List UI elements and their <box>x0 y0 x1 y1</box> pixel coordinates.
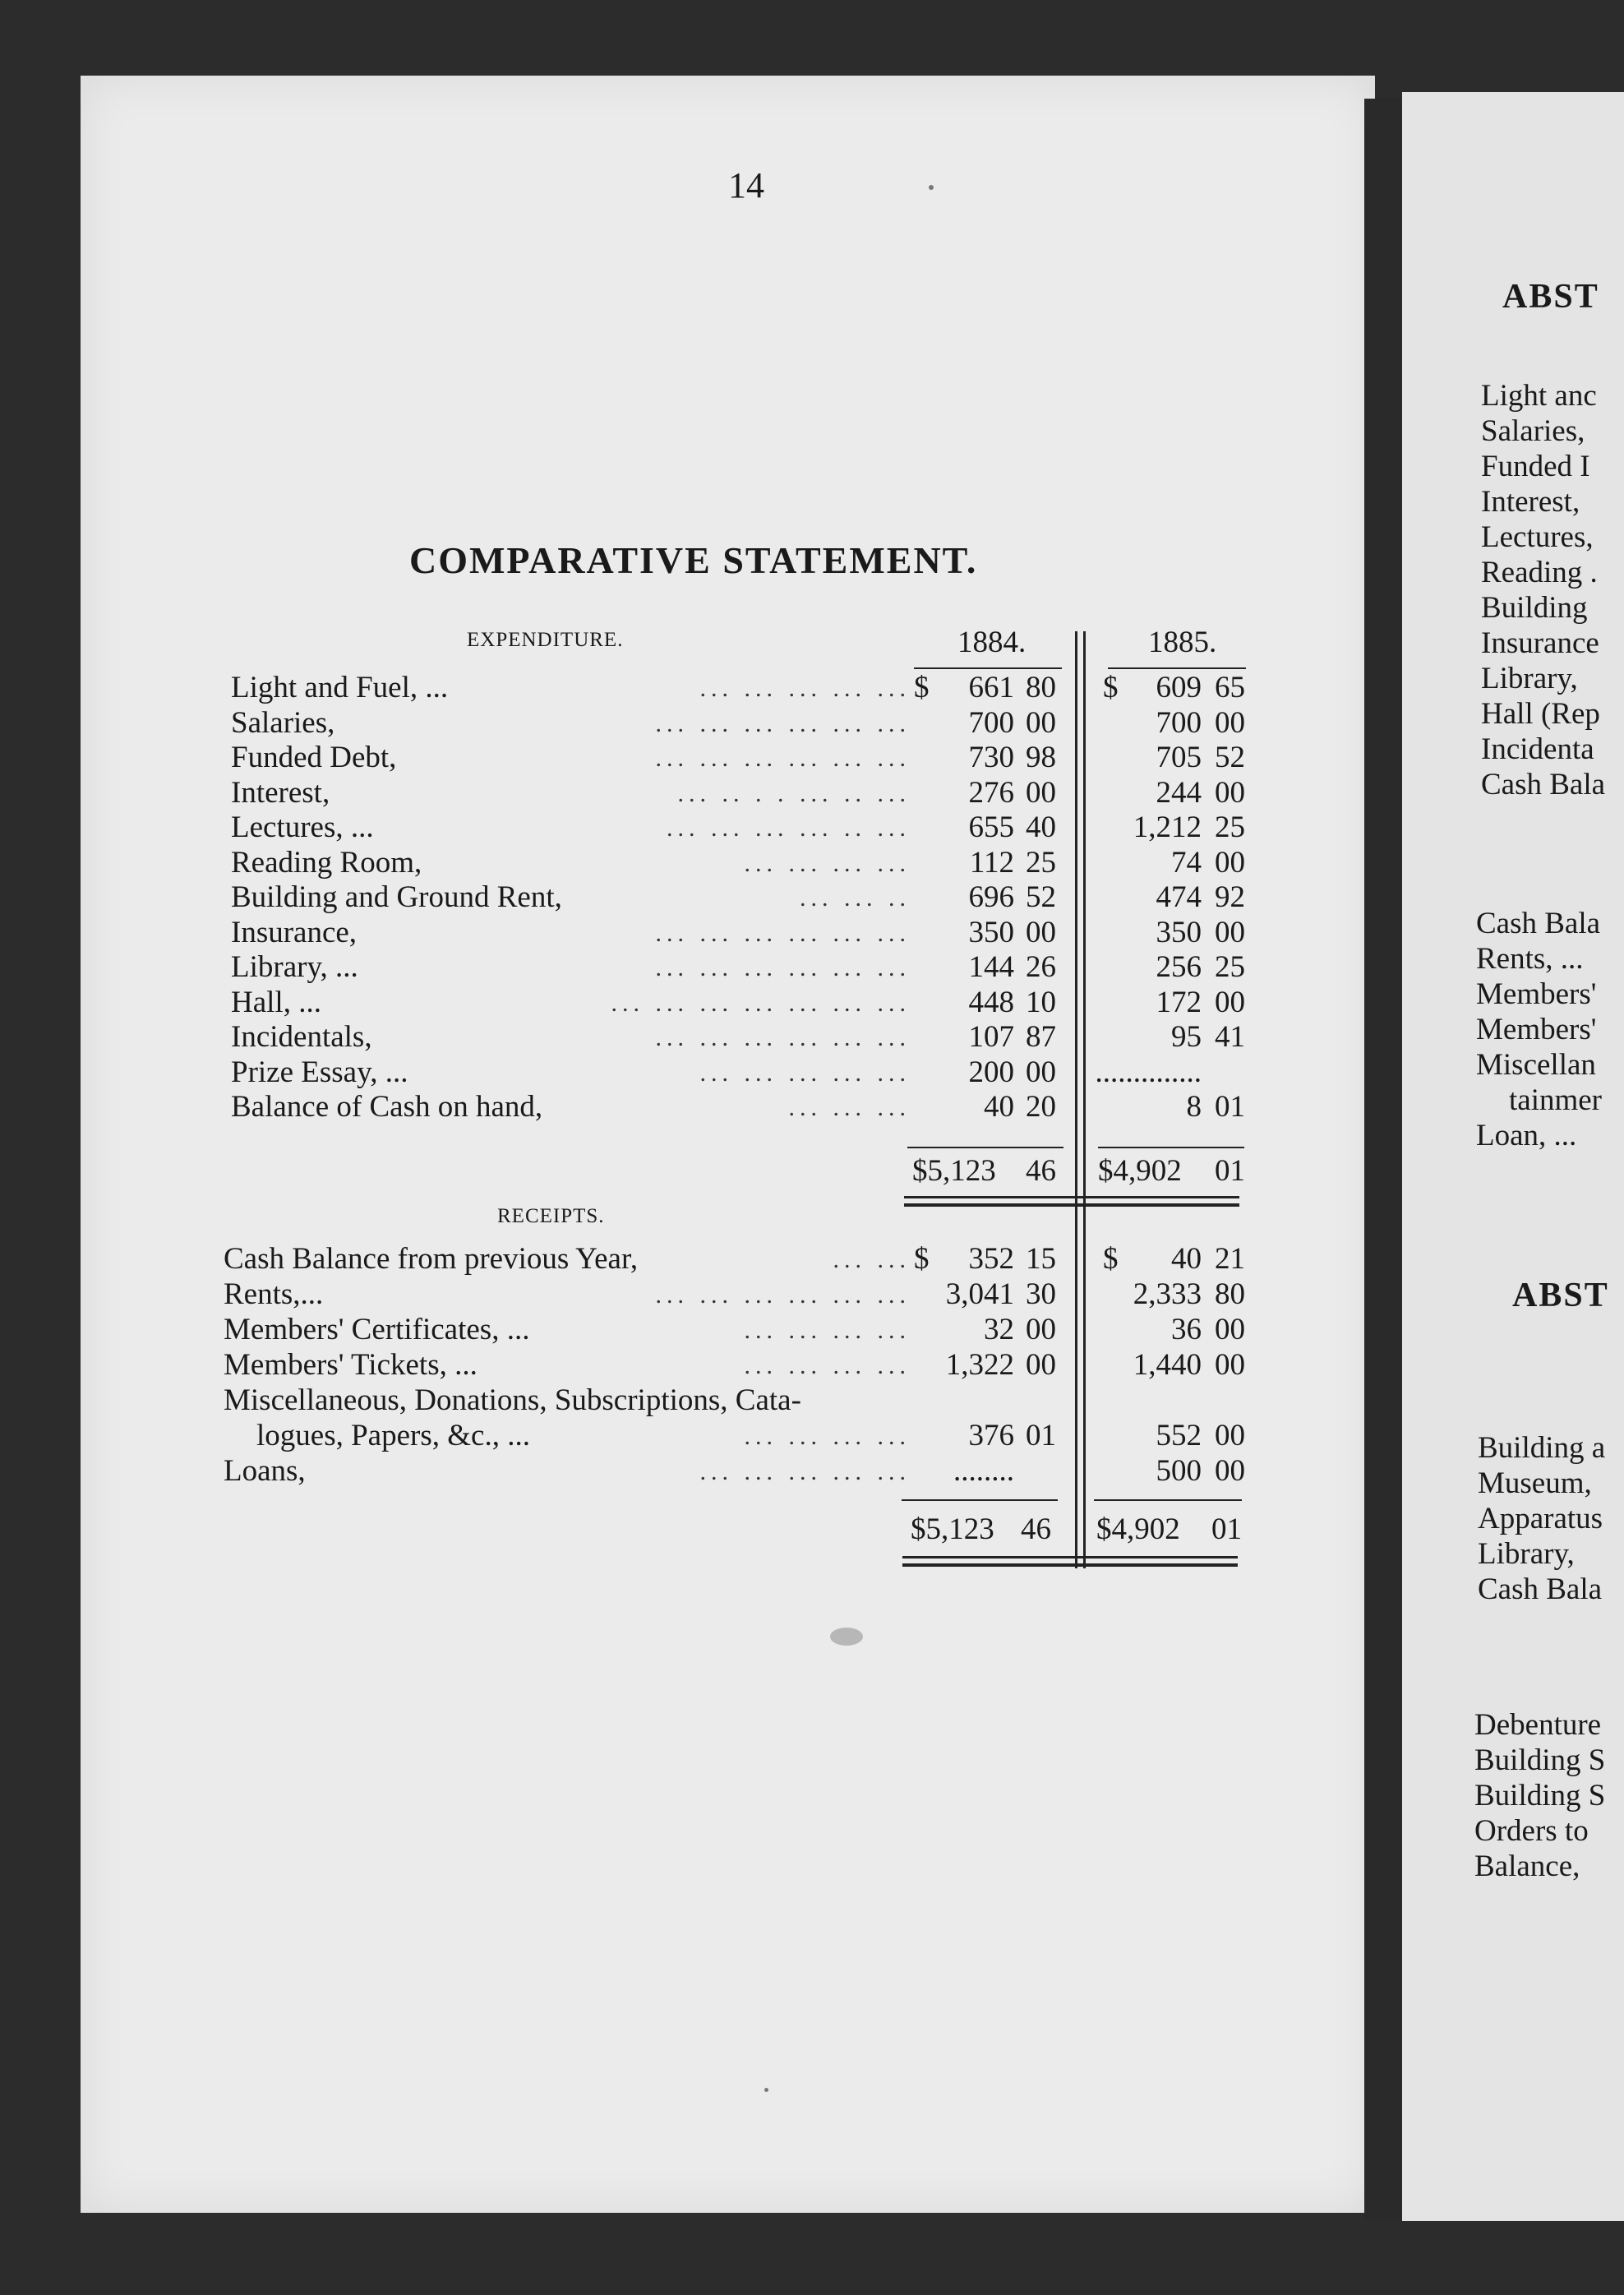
cents-1884: 30 <box>1026 1277 1056 1311</box>
cents-1884: 10 <box>1026 985 1056 1019</box>
cents-1884: 00 <box>1026 1348 1056 1382</box>
right-page <box>1402 92 1624 2221</box>
amount-1885: 95 <box>1171 1020 1202 1054</box>
receipts-total-1885-cents: 01 <box>1211 1512 1242 1546</box>
cents-1884: 00 <box>1026 1313 1056 1346</box>
amount-1885: 40 <box>1171 1242 1202 1276</box>
amount-1884: 3,041 <box>945 1277 1014 1311</box>
cents-1885: 00 <box>1215 1348 1245 1382</box>
amount-1885: 705 <box>1156 741 1202 774</box>
facing-page-line: tainmer <box>1509 1083 1603 1117</box>
facing-page-line: Members' <box>1476 977 1597 1011</box>
header-underline-1885 <box>1108 667 1246 669</box>
row-leader-dots: ... ... ... ... ... ... <box>655 954 911 981</box>
cents-1885: 00 <box>1215 1419 1245 1452</box>
cents-1884: 98 <box>1026 741 1056 774</box>
header-underline-1884 <box>914 667 1062 669</box>
amount-1884: ........ <box>953 1454 1014 1488</box>
amount-1885: 474 <box>1156 880 1202 914</box>
cents-1885: 25 <box>1215 950 1245 984</box>
cents-1885: 92 <box>1215 880 1245 914</box>
expenditure-double-rule-top <box>904 1196 1239 1198</box>
amount-1884: 112 <box>969 845 1014 880</box>
amount-1885: 552 <box>1156 1419 1202 1452</box>
cents-1884: 52 <box>1026 880 1056 914</box>
facing-page-line: Rents, ... <box>1476 942 1584 976</box>
cents-1884: 00 <box>1026 705 1056 740</box>
row-label: Light and Fuel, ... <box>231 671 449 704</box>
cents-1885: 00 <box>1215 845 1245 880</box>
amount-1884: 1,322 <box>945 1348 1014 1382</box>
amount-1885: 2,333 <box>1133 1277 1202 1311</box>
facing-page-line: Reading . <box>1481 556 1598 589</box>
amount-1884: 700 <box>968 705 1014 740</box>
facing-page-line: Building S <box>1474 1743 1606 1777</box>
facing-page-line: Apparatus <box>1478 1502 1603 1535</box>
amount-1884: 661 <box>968 671 1014 704</box>
receipts-total-1884-cents: 46 <box>1021 1512 1051 1546</box>
row-leader-dots: ... ... ... ... ... <box>699 1458 911 1485</box>
cents-1885: 00 <box>1215 775 1245 810</box>
cents-1885: 21 <box>1215 1242 1245 1276</box>
cents-1884: 40 <box>1026 810 1056 844</box>
facing-page-line: Interest, <box>1481 485 1580 519</box>
row-leader-dots: ... ... ... ... ... ... <box>655 1281 911 1309</box>
row-label: Insurance, <box>231 915 358 949</box>
row-leader-dots: ... ... ... ... ... ... <box>655 1024 911 1051</box>
column-divider-right <box>1083 631 1086 1568</box>
row-label: Interest, <box>231 775 330 810</box>
expenditure-total-1884: $5,123 <box>912 1154 996 1188</box>
left-page <box>81 76 1375 2213</box>
amount-1885: 8 <box>1186 1090 1202 1124</box>
year-1885-header: 1885. <box>1148 626 1217 659</box>
amount-1885: 609 <box>1156 671 1202 704</box>
paper-blemish <box>830 1628 863 1646</box>
amount-1885: 1,212 <box>1133 810 1202 844</box>
cents-1884: 15 <box>1026 1242 1056 1276</box>
row-label: Miscellaneous, Donations, Subscriptions, Cata- <box>224 1383 801 1417</box>
row-label: Funded Debt, <box>231 741 397 774</box>
page-number: 14 <box>728 165 764 205</box>
row-leader-dots: ... ... ... ... <box>744 1352 911 1379</box>
expenditure-subtotal-rule-1884 <box>907 1147 1063 1148</box>
cents-1884: 01 <box>1026 1419 1056 1452</box>
facing-page-line: Light anc <box>1481 379 1597 413</box>
dollar-sign-1885: $ <box>1103 671 1119 704</box>
row-leader-dots: ... ... ... ... ... ... <box>655 709 911 737</box>
facing-page-line: Members' <box>1476 1013 1597 1046</box>
row-label: Building and Ground Rent, <box>231 880 562 914</box>
row-leader-dots: ... ... ... ... <box>744 1317 911 1344</box>
row-label: Cash Balance from previous Year, <box>224 1242 639 1276</box>
cents-1884: 80 <box>1026 671 1056 704</box>
amount-1885: 350 <box>1156 915 1202 949</box>
row-label: Members' Tickets, ... <box>224 1348 478 1382</box>
facing-page-line: Cash Bala <box>1476 907 1601 940</box>
receipts-total-1885: $4,902 <box>1096 1512 1180 1546</box>
facing-page-line: Miscellan <box>1476 1048 1596 1082</box>
amount-1885: 244 <box>1156 775 1202 810</box>
row-label: Loans, <box>224 1454 306 1488</box>
cents-1885: 80 <box>1215 1277 1245 1311</box>
dollar-sign-1885: $ <box>1103 1242 1119 1276</box>
row-leader-dots: ... ... ... ... ... ... ... <box>611 989 911 1017</box>
expenditure-subtotal-rule-1885 <box>1098 1147 1244 1148</box>
amount-1884: 730 <box>968 741 1014 774</box>
cents-1884: 20 <box>1026 1090 1056 1124</box>
facing-page-line: Balance, <box>1474 1849 1580 1883</box>
cents-1885: 00 <box>1215 1313 1245 1346</box>
amount-1885: .............. <box>1095 1055 1202 1089</box>
row-label: Hall, ... <box>231 985 321 1019</box>
row-label: Incidentals, <box>231 1020 372 1054</box>
amount-1885: 74 <box>1171 845 1202 880</box>
facing-page-line: Building a <box>1478 1431 1606 1465</box>
year-1884-header: 1884. <box>957 626 1027 659</box>
cents-1885: 52 <box>1215 741 1245 774</box>
amount-1884: 376 <box>968 1419 1014 1452</box>
cents-1884: 00 <box>1026 1055 1056 1089</box>
amount-1884: 200 <box>968 1055 1014 1089</box>
facing-page-line: Orders to <box>1474 1814 1589 1848</box>
row-label: Library, ... <box>231 950 358 984</box>
receipts-subtotal-rule-1884 <box>902 1499 1058 1501</box>
amount-1885: 500 <box>1156 1454 1202 1488</box>
cents-1885: 00 <box>1215 915 1245 949</box>
cents-1885: 00 <box>1215 1454 1245 1488</box>
amount-1885: 172 <box>1156 985 1202 1019</box>
row-leader-dots: ... ... ... <box>788 1094 911 1121</box>
page-title: COMPARATIVE STATEMENT. <box>409 539 978 581</box>
amount-1884: 350 <box>968 915 1014 949</box>
row-label: Balance of Cash on hand, <box>231 1090 543 1124</box>
facing-page-line: Lectures, <box>1481 520 1594 554</box>
cents-1885: 41 <box>1215 1020 1245 1054</box>
facing-page-line: Debenture <box>1474 1708 1602 1742</box>
row-label: Reading Room, <box>231 845 422 880</box>
expenditure-total-1885-cents: 01 <box>1215 1154 1245 1188</box>
facing-page-line: Cash Bala <box>1481 768 1606 801</box>
row-leader-dots: ... .. . . ... .. ... <box>677 779 911 807</box>
amount-1884: 107 <box>968 1020 1014 1054</box>
cents-1885: 65 <box>1215 671 1245 704</box>
dollar-sign-1884: $ <box>914 671 930 704</box>
cents-1884: 87 <box>1026 1020 1056 1054</box>
row-label: logues, Papers, &c., ... <box>256 1419 530 1452</box>
paper-speck <box>764 2088 768 2092</box>
amount-1885: 700 <box>1156 705 1202 740</box>
cents-1884: 26 <box>1026 950 1056 984</box>
amount-1884: 448 <box>968 985 1014 1019</box>
cents-1884: 00 <box>1026 775 1056 810</box>
amount-1884: 144 <box>968 950 1014 984</box>
amount-1885: 256 <box>1156 950 1202 984</box>
facing-page-heading: ABST <box>1502 278 1599 316</box>
row-label: Rents,... <box>224 1277 324 1311</box>
facing-page-line: Library, <box>1481 662 1578 695</box>
cents-1885: 01 <box>1215 1090 1245 1124</box>
expenditure-double-rule-bottom <box>904 1203 1239 1207</box>
amount-1884: 40 <box>984 1090 1014 1124</box>
receipts-subtotal-rule-1885 <box>1094 1499 1242 1501</box>
row-leader-dots: ... ... ... ... ... <box>699 675 911 702</box>
receipts-double-rule-bottom <box>902 1563 1238 1567</box>
facing-page-line: Cash Bala <box>1478 1572 1603 1606</box>
row-leader-dots: ... ... ... ... ... ... <box>655 919 911 947</box>
row-leader-dots: ... ... ... ... ... ... <box>655 745 911 772</box>
column-divider-left <box>1075 631 1077 1568</box>
amount-1884: 276 <box>968 775 1014 810</box>
book-gutter <box>1364 99 1402 2219</box>
row-leader-dots: ... ... ... ... <box>744 849 911 877</box>
receipts-total-1884: $5,123 <box>911 1512 994 1546</box>
row-leader-dots: ... ... ... ... .. ... <box>667 815 911 842</box>
facing-page-line: Building <box>1481 591 1588 625</box>
amount-1884: 352 <box>968 1242 1014 1276</box>
expenditure-total-1885: $4,902 <box>1098 1154 1182 1188</box>
amount-1884: 696 <box>968 880 1014 914</box>
facing-page-heading-2: ABST <box>1512 1277 1609 1314</box>
row-label: Salaries, <box>231 705 335 740</box>
receipts-heading: RECEIPTS. <box>497 1205 605 1227</box>
amount-1885: 1,440 <box>1133 1348 1202 1382</box>
facing-page-line: Insurance <box>1481 626 1599 660</box>
facing-page-line: Library, <box>1478 1537 1575 1571</box>
facing-page-line: Hall (Rep <box>1481 697 1600 731</box>
facing-page-line: Funded I <box>1481 450 1590 483</box>
facing-page-line: Incidenta <box>1481 732 1594 766</box>
cents-1884: 00 <box>1026 915 1056 949</box>
row-leader-dots: ... ... .. <box>800 884 911 912</box>
dollar-sign-1884: $ <box>914 1242 930 1276</box>
cents-1884: 25 <box>1026 845 1056 880</box>
facing-page-line: Museum, <box>1478 1466 1592 1500</box>
row-label: Lectures, ... <box>231 810 374 844</box>
receipts-double-rule-top <box>902 1556 1238 1558</box>
cents-1885: 00 <box>1215 705 1245 740</box>
row-label: Members' Certificates, ... <box>224 1313 530 1346</box>
paper-speck <box>929 185 934 190</box>
facing-page-line: Building S <box>1474 1779 1606 1812</box>
row-leader-dots: ... ... ... ... <box>744 1423 911 1450</box>
expenditure-heading: EXPENDITURE. <box>467 629 624 651</box>
facing-page-line: Salaries, <box>1481 414 1585 448</box>
amount-1884: 32 <box>984 1313 1014 1346</box>
cents-1885: 00 <box>1215 985 1245 1019</box>
row-label: Prize Essay, ... <box>231 1055 408 1089</box>
amount-1885: 36 <box>1171 1313 1202 1346</box>
facing-page-line: Loan, ... <box>1476 1119 1577 1152</box>
row-leader-dots: ... ... <box>833 1246 911 1273</box>
cents-1885: 25 <box>1215 810 1245 844</box>
row-leader-dots: ... ... ... ... ... <box>699 1059 911 1087</box>
expenditure-total-1884-cents: 46 <box>1026 1154 1056 1188</box>
amount-1884: 655 <box>968 810 1014 844</box>
